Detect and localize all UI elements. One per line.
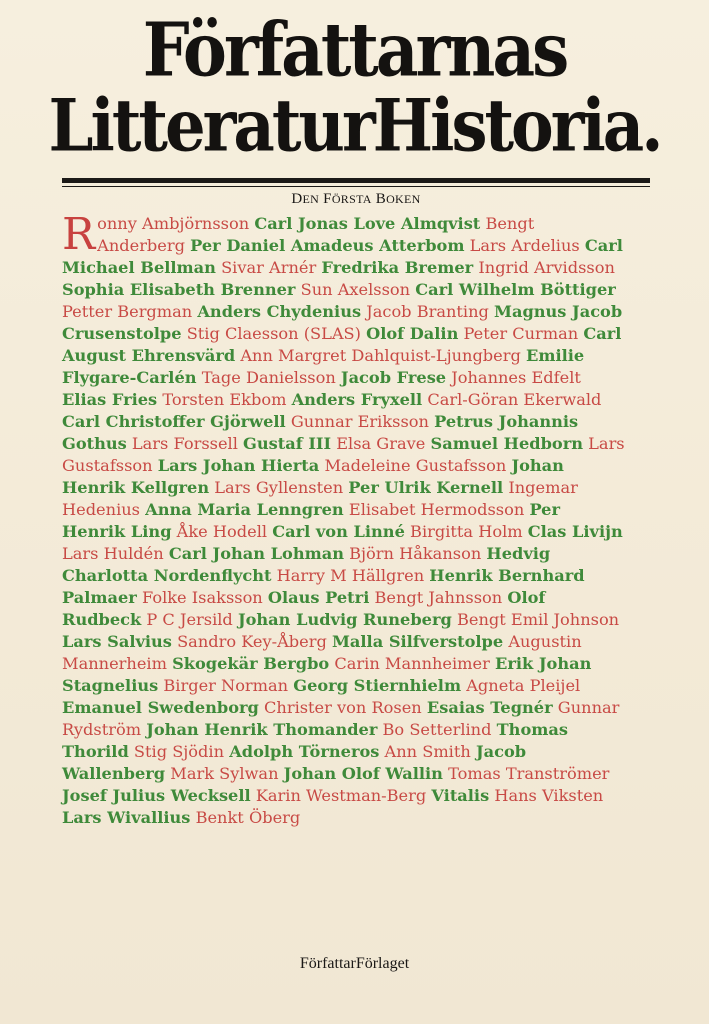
subject-name: Fredrika Bremer (321, 258, 474, 277)
subject-name: Emanuel Swedenborg (62, 698, 259, 717)
subject-name: Carl August Ehrensvärd (62, 324, 622, 365)
title-line-2: LitteraturHistoria. (48, 84, 661, 169)
author-name: Mark Sylwan (170, 764, 279, 783)
author-name: Sun Axelsson (300, 280, 411, 299)
title-rule-thin (62, 186, 650, 187)
author-name: Bengt Emil Johnson (456, 610, 620, 629)
subject-name: Elias Fries (62, 390, 158, 409)
author-name: Ann Smith (384, 742, 471, 761)
author-name: Birger Norman (163, 676, 289, 695)
author-name: Tomas Tranströmer (448, 764, 610, 783)
subject-name: Per Daniel Amadeus Atterbom (190, 236, 465, 255)
title-line-1: Författarnas (142, 6, 567, 94)
author-name: Carin Mannheimer (334, 654, 490, 673)
author-name: Elisabet Hermodsson (348, 500, 525, 519)
subject-name: Clas Livijn (527, 522, 623, 541)
subject-name: Carl Johan Lohman (168, 544, 344, 563)
author-name: Madeleine Gustafsson (324, 456, 507, 475)
subject-name: Olaus Petri (267, 588, 370, 607)
subject-name: Carl Jonas Love Almqvist (254, 214, 481, 233)
subject-name: Carl Wilhelm Böttiger (415, 280, 616, 299)
author-name: Birgitta Holm (410, 522, 523, 541)
author-name: Åke Hodell (176, 522, 268, 541)
subtitle-initial: D (291, 191, 303, 207)
subject-name: Magnus Jacob Crusenstolpe (62, 302, 623, 343)
author-name: Gunnar Rydström (62, 698, 620, 739)
subject-name: Olof Rudbeck (62, 588, 546, 629)
subtitle-rest: EN (302, 192, 320, 206)
subtitle-initial: F (323, 191, 332, 207)
subject-name: Anna Maria Lenngren (145, 500, 344, 519)
author-name: Stig Claesson (SLAS) (186, 324, 361, 343)
author-name: Ann Margret Dahlquist-Ljungberg (240, 346, 521, 365)
subtitle-rest: ÖRSTA (331, 192, 372, 206)
author-name: Johannes Edfelt (451, 368, 581, 387)
subject-name: Carl Michael Bellman (62, 236, 623, 277)
subject-name: Samuel Hedborn (430, 434, 584, 453)
author-name: Christer von Rosen (264, 698, 422, 717)
subject-name: Vitalis (431, 786, 490, 805)
subject-name: Skogekär Bergbo (172, 654, 330, 673)
subtitle (62, 191, 650, 208)
author-name: Karin Westman-Berg (255, 786, 427, 805)
author-name: Carl-Göran Ekerwald (427, 390, 602, 409)
subject-name: Gustaf III (243, 434, 332, 453)
subject-name: Johan Henrik Thomander (146, 720, 378, 739)
subject-name: Hedvig Charlotta Nordenflycht (62, 544, 551, 585)
subject-name: Carl von Linné (272, 522, 405, 541)
author-name: Lars Huldén (62, 544, 164, 563)
subject-name: Henrik Bernhard Palmaer (62, 566, 585, 607)
author-name: Sandro Key-Åberg (177, 632, 327, 651)
author-name: Petter Bergman (62, 302, 193, 321)
author-name: Hans Viksten (494, 786, 604, 805)
subject-name: Thomas Thorild (62, 720, 568, 761)
subject-name: Jacob Frese (340, 368, 447, 387)
subject-name: Malla Silfverstolpe (331, 632, 504, 651)
subject-name: Emilie Flygare-Carlén (62, 346, 585, 387)
author-name: Ingemar Hedenius (62, 478, 578, 519)
subject-name: Josef Julius Wecksell (62, 786, 251, 805)
subject-name: Johan Olof Wallin (283, 764, 443, 783)
subject-name: Anders Chydenius (197, 302, 362, 321)
author-name: Elsa Grave (336, 434, 426, 453)
author-name: Augustin Mannerheim (62, 632, 582, 673)
subject-name: Erik Johan Stagnelius (62, 654, 592, 695)
publisher-name: FörfattarFörlaget (299, 955, 410, 972)
subject-name: Carl Christoffer Gjörwell (62, 412, 286, 431)
author-name: Peter Curman (463, 324, 579, 343)
subject-name: Anders Fryxell (291, 390, 423, 409)
subject-name: Lars Wivallius (62, 808, 191, 827)
subject-name: Per Ulrik Kernell (348, 478, 504, 497)
author-name: P C Jersild (146, 610, 233, 629)
author-name: Bengt Jahnsson (374, 588, 503, 607)
dropcap: R (62, 209, 96, 260)
author-name: Björn Håkanson (349, 544, 482, 563)
author-name: Benkt Öberg (195, 808, 301, 827)
names-list (62, 209, 627, 829)
subject-name: Georg Stiernhielm (293, 676, 462, 695)
subject-name: Adolph Törneros (229, 742, 380, 761)
author-name: Harry M Hällgren (276, 566, 425, 585)
author-name: Tage Danielsson (201, 368, 336, 387)
author-name: Bengt Anderberg (97, 214, 535, 255)
author-name: Folke Isaksson (141, 588, 263, 607)
author-name: Stig Sjödin (133, 742, 225, 761)
subject-name: Esaias Tegnér (426, 698, 553, 717)
author-name: Sivar Arnér (221, 258, 317, 277)
author-name: Gunnar Eriksson (290, 412, 429, 431)
subject-name: Jacob Wallenberg (62, 742, 527, 783)
author-name: Jacob Branting (366, 302, 489, 321)
author-name: onny Ambjörnsson (97, 214, 250, 233)
subtitle-rest: OKEN (386, 192, 421, 206)
title-rule-thick (62, 178, 650, 183)
author-name: Lars Gustafsson (62, 434, 625, 475)
author-name: Ingrid Arvidsson (478, 258, 615, 277)
subject-name: Lars Johan Hierta (157, 456, 320, 475)
subject-name: Johan Ludvig Runeberg (237, 610, 452, 629)
author-name: Lars Gyllensten (214, 478, 344, 497)
subject-name: Lars Salvius (62, 632, 172, 651)
author-name: Lars Ardelius (469, 236, 580, 255)
subject-name: Olof Dalin (366, 324, 459, 343)
author-name: Bo Setterlind (382, 720, 492, 739)
subject-name: Sophia Elisabeth Brenner (62, 280, 296, 299)
subject-name: Johan Henrik Kellgren (62, 456, 564, 497)
author-name: Lars Forssell (131, 434, 238, 453)
subject-name: Petrus Johannis Gothus (62, 412, 579, 453)
author-name: Torsten Ekbom (162, 390, 287, 409)
subtitle-initial: B (375, 191, 387, 207)
author-name: Agneta Pleijel (466, 676, 581, 695)
subject-name: Per Henrik Ling (62, 500, 561, 541)
